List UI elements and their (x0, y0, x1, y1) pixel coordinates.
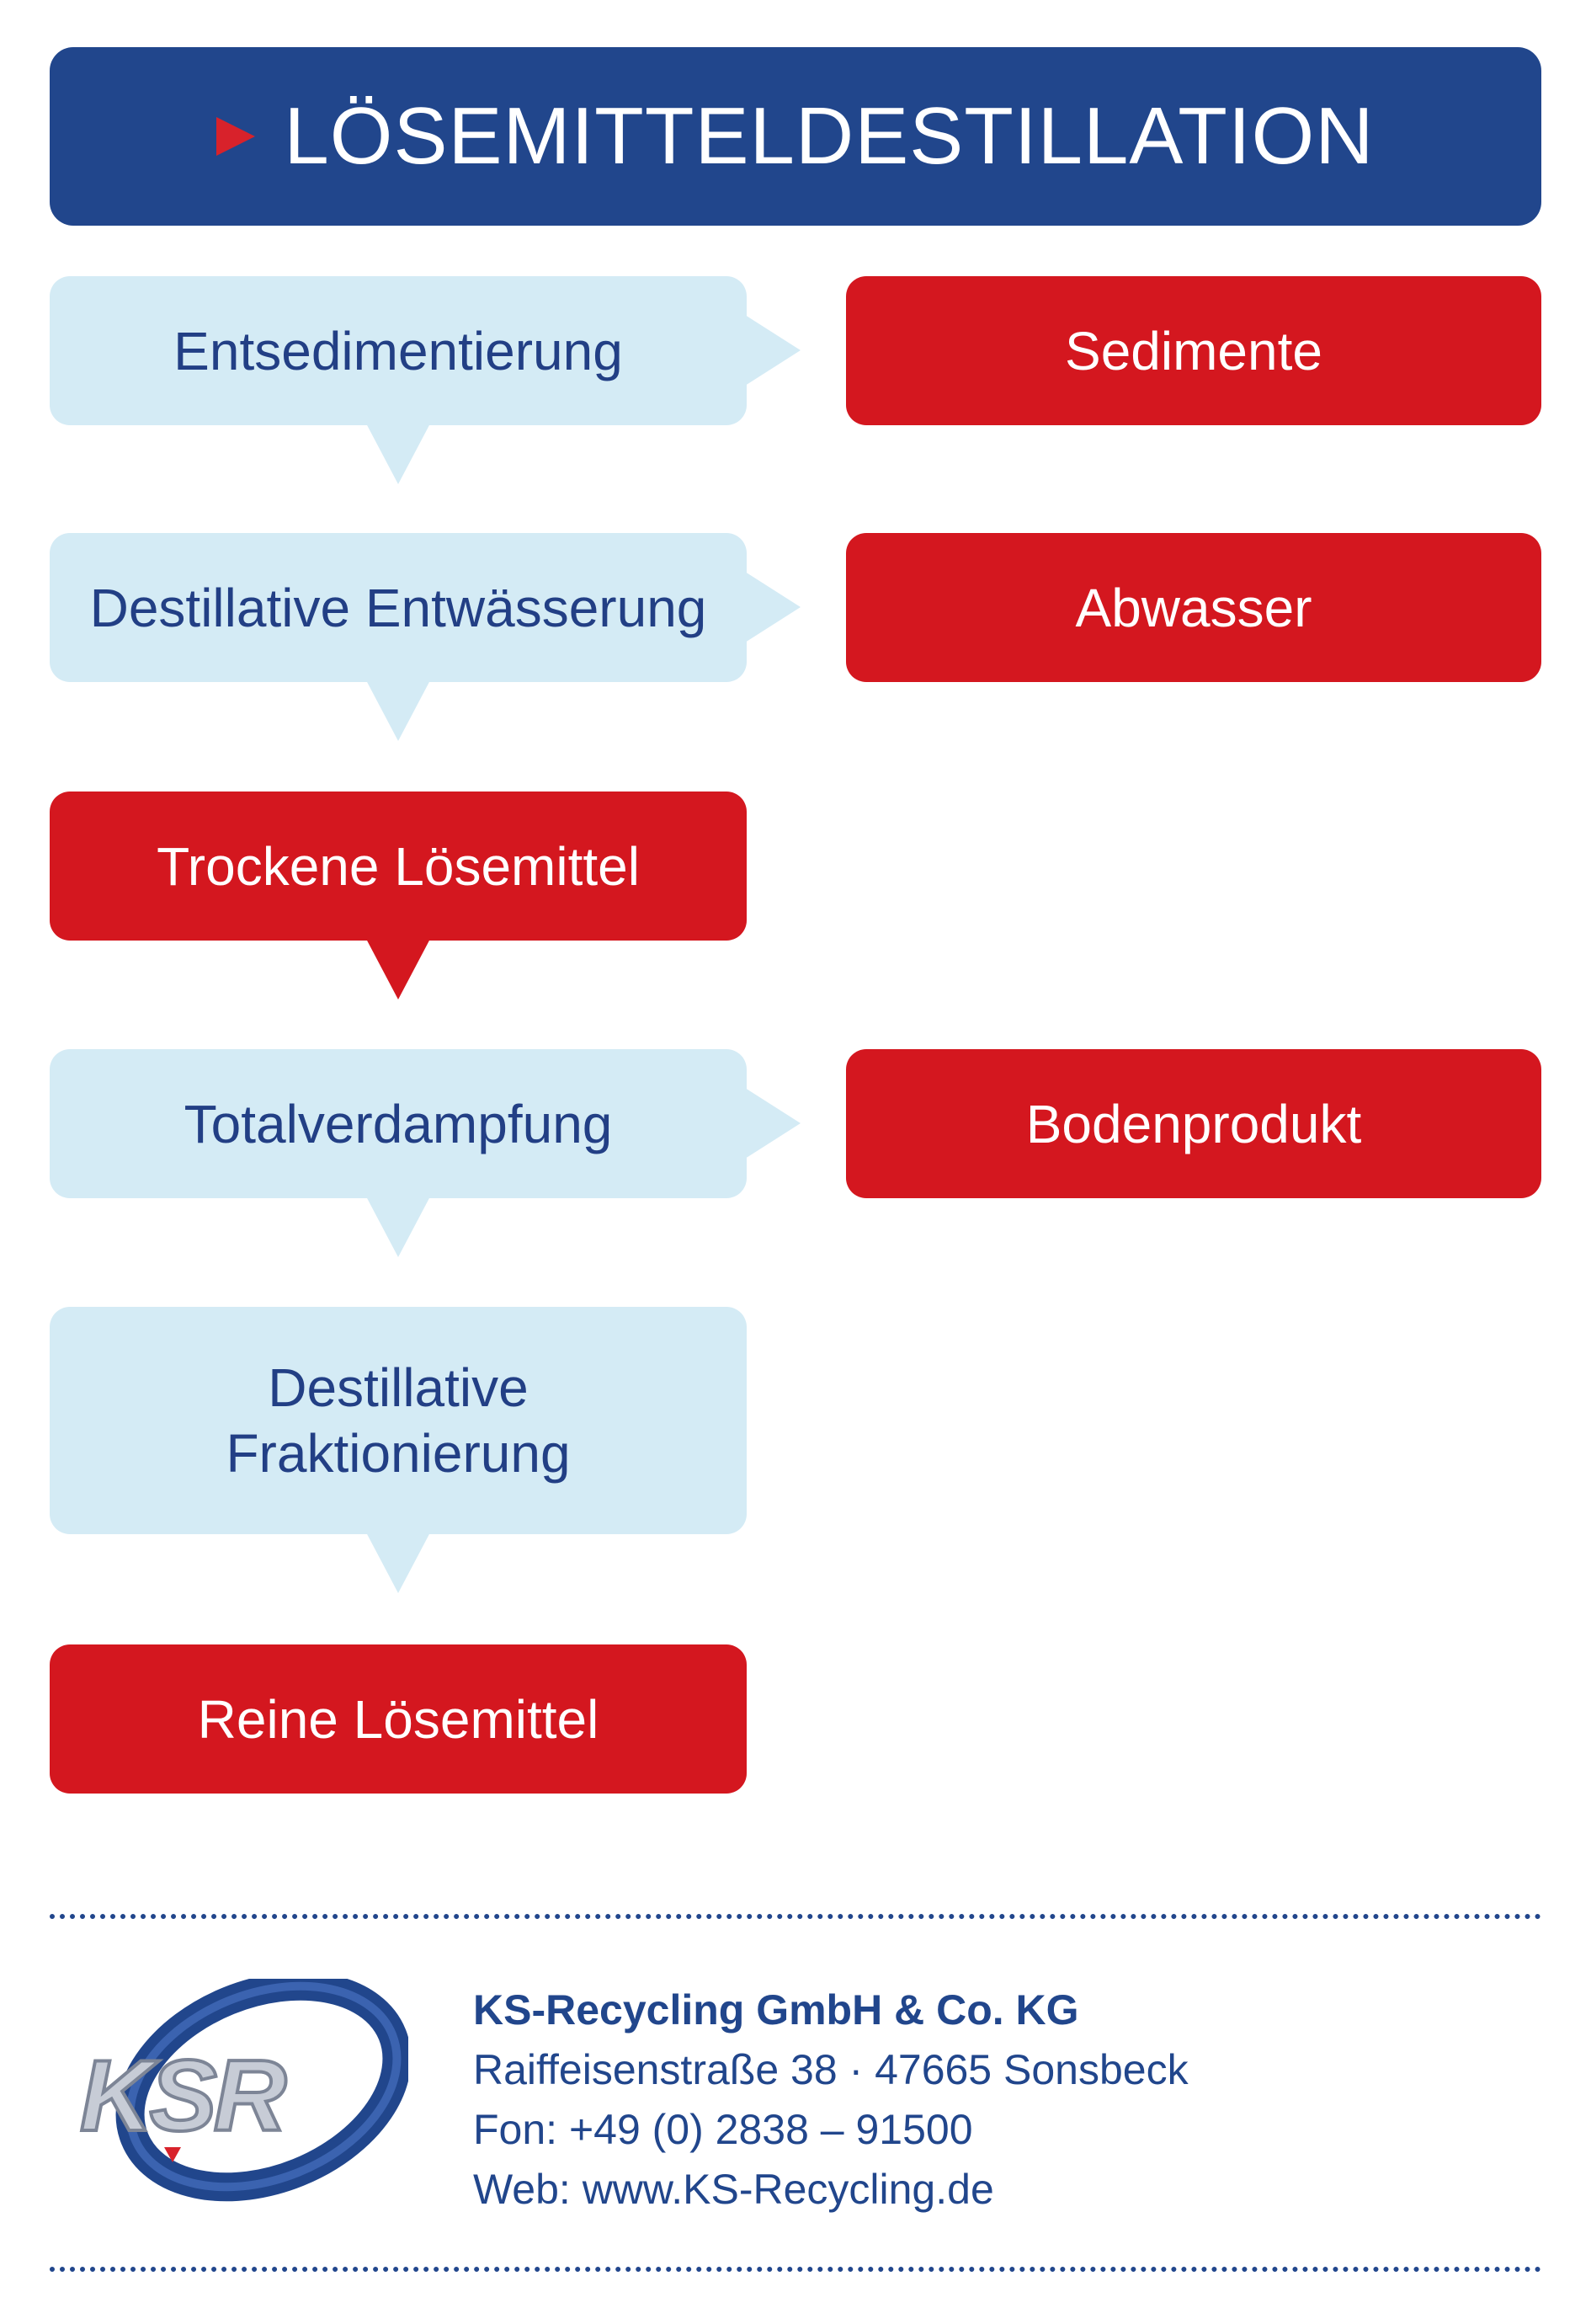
arrow-down-icon (366, 680, 430, 741)
arrow-down-icon (366, 1197, 430, 1257)
process-step-trockene-loesemittel: Trockene Lösemittel (50, 792, 747, 941)
footer-divider-bottom (50, 2267, 1541, 2272)
footer-divider-top (50, 1914, 1541, 1919)
process-step-destillative-entwaesserung: Destillative Entwässerung (50, 533, 747, 682)
output-sedimente: Sedimente (846, 276, 1541, 425)
company-logo (72, 1979, 408, 2206)
process-step-destillative-fraktionierung: Destillative Fraktionierung (50, 1307, 747, 1534)
process-step-entsedimentierung: Entsedimentierung (50, 276, 747, 425)
company-name: KS-Recycling GmbH & Co. KG (473, 1986, 1079, 2034)
web-link[interactable]: Web: www.KS-Recycling.de (473, 2166, 994, 2213)
arrow-right-icon (745, 315, 801, 386)
phone-line: Fon: +49 (0) 2838 – 91500 (473, 2106, 973, 2153)
arrow-right-icon (745, 572, 801, 642)
triangle-marker-icon (216, 117, 255, 156)
arrow-down-icon (366, 939, 430, 999)
arrow-down-icon (366, 1532, 430, 1593)
logo-lettering: KSR (80, 2039, 284, 2152)
contact-block (473, 1980, 1189, 2220)
title-bar (50, 47, 1541, 226)
arrow-right-icon (745, 1088, 801, 1159)
address-line: Raiffeisenstraße 38 · 47665 Sonsbeck (473, 2046, 1189, 2093)
output-bodenprodukt: Bodenprodukt (846, 1049, 1541, 1198)
process-step-totalverdampfung: Totalverdampfung (50, 1049, 747, 1198)
page-title: LÖSEMITTELDESTILLATION (284, 91, 1375, 181)
process-step-reine-loesemittel: Reine Lösemittel (50, 1644, 747, 1794)
arrow-down-icon (366, 424, 430, 484)
output-abwasser: Abwasser (846, 533, 1541, 682)
